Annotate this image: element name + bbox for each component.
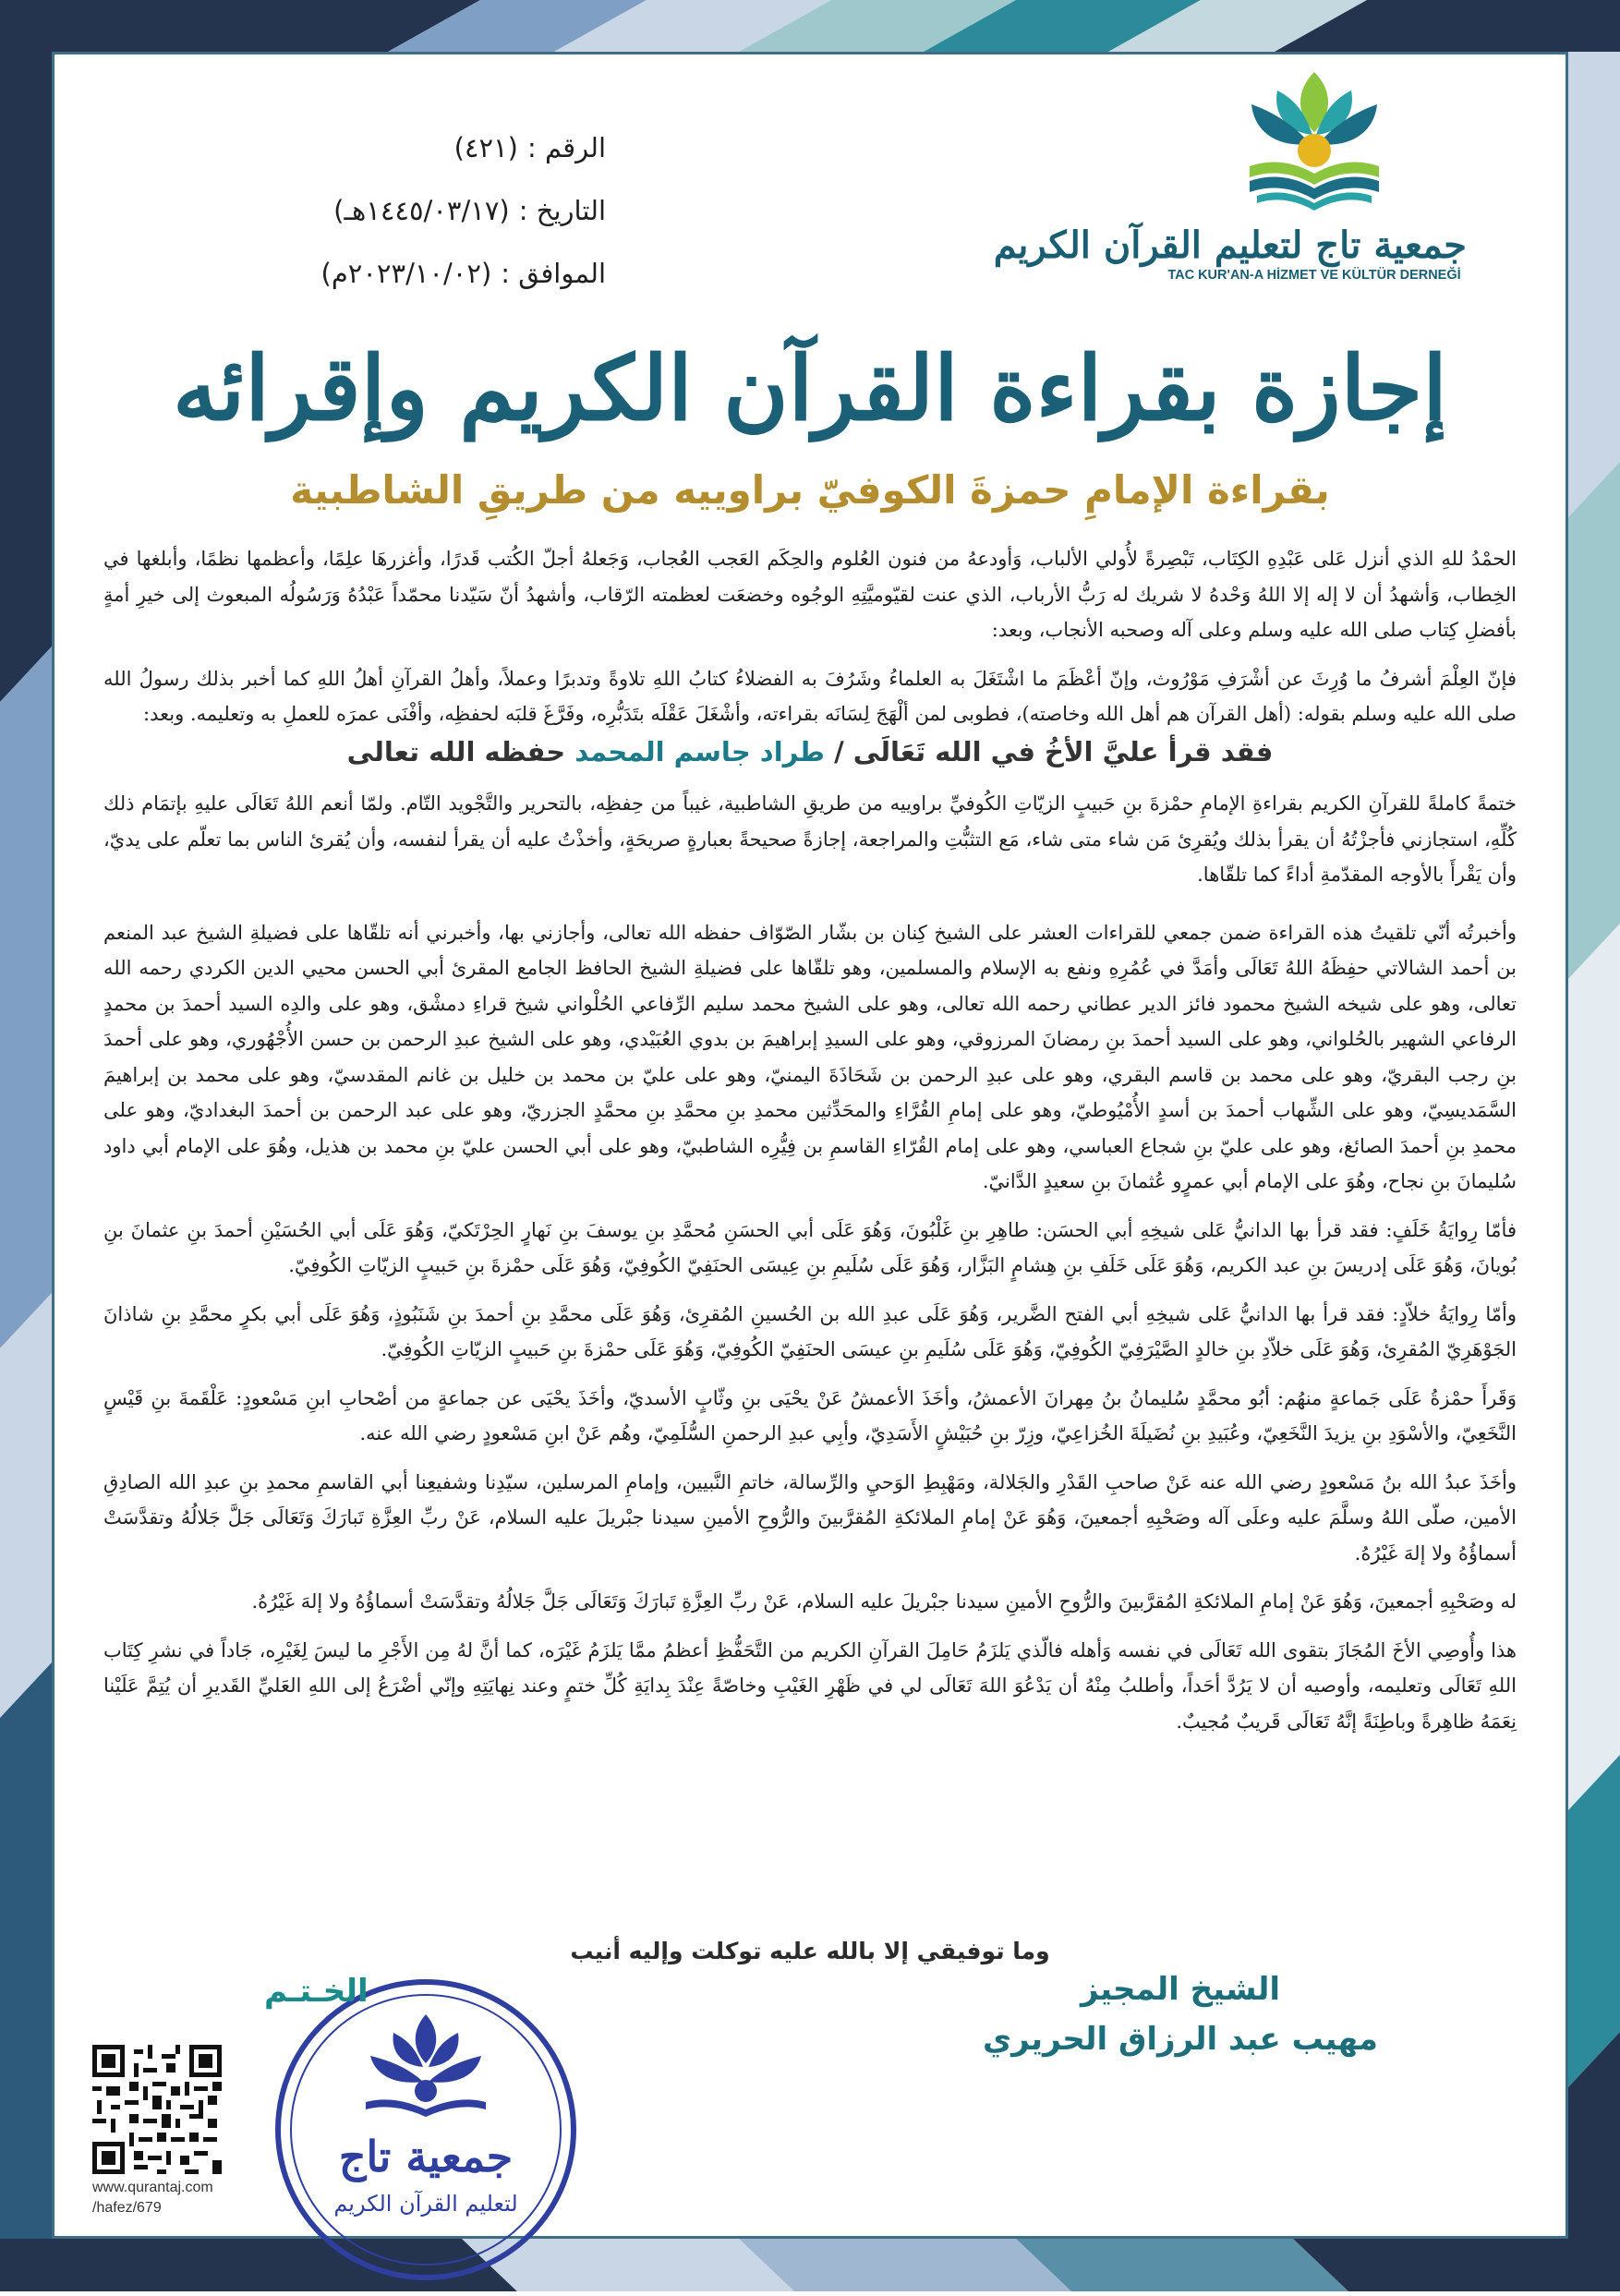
student-name: طراد جاسم المحمد bbox=[574, 735, 825, 767]
ref-date-label: التاريخ : bbox=[518, 195, 606, 226]
body-paragraph: وأخَذَ عبدُ الله بنُ مَسْعودٍ رضي الله عنه عَنْ صاحبِ القَدْرِ والجَلالة، ومَهْبِطِ الوَحيِ والرِّسالة، خاتمِ النَّبيين، وإمامِ المرسلين، سيّدِنا وشفيعِنا أبي القاسمِ محمدِ بنِ عبدِ الله الصادِقِ الأمين، صلّى اللهُ وسلَّمَ عليه وعلَى آله وصَحْبِهِ أجمعينَ، وَهُوَ عَنْ إمامِ الملائكةِ المُقرَّبينَ والرُّوحِ الأمينِ سيدنا جبْريلَ عليه السلام، عَنْ ربِّ العِزَّةِ تَبارَكَ وَتَعَالَى جَلَّ جَلالُهُ وتقدَّسَتْ أسماؤُهُ ولا إلهَ غَيْرُهُ. bbox=[103, 1470, 1517, 1565]
body-paragraph: له وصَحْبِهِ أجمعينَ، وَهُوَ عَنْ إمامِ الملائكةِ المُقرَّبينَ والرُّوحِ الأمينِ سيدنا جبْريلَ عليه السلام، عَنْ ربِّ العِزَّةِ تَبارَكَ وَتَعَالَى جَلَّ جَلالُهُ وتقدَّسَتْ أسماؤُهُ ولا إلهَ غَيْرُهُ. bbox=[251, 1590, 1517, 1613]
stamp-org-name: جمعية تاج bbox=[338, 2132, 514, 2181]
organization-name-arabic: جمعية تاج لتعليم القرآن الكريم bbox=[993, 224, 1467, 267]
certificate-title: إجازة بقراءة القرآن الكريم وإقرائه bbox=[173, 336, 1447, 441]
ref-agree-value: (٢٠٢٣/١٠/٠٢م) bbox=[320, 258, 492, 289]
certificate-page bbox=[52, 52, 1568, 2239]
ref-number-value: (٤٢١) bbox=[453, 132, 518, 163]
stamp-org-subtitle: لتعليم القرآن الكريم bbox=[333, 2191, 518, 2217]
ref-agree-row bbox=[236, 242, 606, 305]
body-paragraph: فأمّا رِوايَةُ خَلَفٍ: فقد قرأ بها الدانيُّ عَلى شيخِهِ أبي الحسَن: طاهِرِ بنِ غَلْبُونَ، وَهُوَ عَلَى أبي الحسَنِ مُحمَّدِ بنِ يوسفَ بنِ نَهارٍ الحِرْتَكيّ، وَهُوَ عَلَى أبي الحُسَيْنِ أحمدَ بنِ عثمانَ بنِ بُويانَ، وَهُوَ عَلَى إدريسَ بنِ عبد الكريم، وَهُوَ عَلَى خَلَفِ بنِ هِشامٍ البَزَّار، وَهُوَ عَلَى سُلَيمِ بنِ عِيسَى الحنَفِيّ الكُوفِيّ، وَهُوَ عَلَى حمْزةَ بنِ حَبيبٍ الزيّاتِ الكُوفِيّ. bbox=[103, 1218, 1517, 1276]
official-stamp bbox=[264, 1964, 587, 2296]
open-book-lotus-icon bbox=[1231, 63, 1397, 220]
ref-date-value: (١٤٤٥/٠٣/١٧هـ) bbox=[333, 195, 510, 226]
ref-date-row bbox=[236, 179, 606, 242]
qr-code[interactable] bbox=[92, 2045, 222, 2174]
certificate-body bbox=[103, 541, 1517, 1752]
sheikh-role: الشيخ المجيز bbox=[1081, 1971, 1280, 2008]
body-paragraph: وأخبرتُه أنّي تلقيتُ هذه القراءة ضمن جمعي للقراءات العشر على الشيخ كِنان بن بشّار الصّوّاف حفظه الله تعالى، وأجازني بها، وأخبرني أنه تلقّاها على فضيلةِ الشيخ عبد المنعم بن أحمد الشالاتي حفِظَهُ اللهُ تَعَالَى وأمَدَّ في عُمُرِهِ ونفع به الإسلام والمسلمين، وهو تلقّاها على فضيلةِ الشيخ الحافظ الجامع المقرئ أبي الحسن محيي الدين الكردي رحمه الله تعالى، وهو على شيخه الشيخ محمود فائز الدير عطاني رحمه الله تعالى، وهو على الشيخ محمد سليم الرِّفاعي الحُلْواني شيخ قراءِ دمشْق، وهو على والدِه السيد أحمدَ بن محمدٍ الرفاعي الشهير بالحُلواني، وهو على السيد أحمدَ بنِ رمضانَ المرزوقي، وهو على السيدِ إبراهيمَ بن بدوي العُبَيْدي، وهو على الشيخ عبدِ الرحمن بن حسن الأُجْهُوري، وهو على أحمدَ بنِ رجب البقريّ، وهو على محمد بن قاسم البقري، وهو على عبدِ الرحمن بن شَحَاذَةَ اليمنيّ، وهو على عليّ بن محمد بن خليل بن غانم المقدسيّ، وهو على محمد بن إبراهيمَ السَّمَديسِيّ، وهو على الشِّهاب أحمدَ بن أسدٍ الأُمْيُوطيّ، وهو على إمامِ القُرَّاءِ والمحَدِّثين محمدِ بنِ محمَّدِ بنِ محمَّدٍ الجزريّ، وهو على عبد الرحمن بن أحمدَ البغداديّ، وهو على محمدِ بنِ أحمدَ الصائغ، وهو على عليّ بنِ شجاع العباسي، وهو على إمام القُرّاءِ القاسمِ بن فِيُّرِه الشاطبيّ، وهو على أبي الحسن عليّ بنِ محمد بن هذيل، وهُوَ على الإمام أبي داود سُليمانَ بنِ نجاح، وهُوَ على الإمام أبي عمرٍو عُثمانَ بنِ سعيدٍ الدَّانيّ. bbox=[103, 921, 1517, 1192]
organization-name-turkish: TAC KUR'AN-A HİZMET VE KÜLTÜR DERNEĞİ bbox=[1167, 268, 1461, 283]
body-paragraph: الحمْدُ للهِ الذي أنزل عَلى عَبْدِهِ الكِتَاب، تَبْصِرةً لأُولي الألباب، وَأودعهُ من فنون العُلوم والحِكَم العَجب العُجاب، وَجَعلهُ أجلّ الكُتب قَدرًا، وأغزرهَا علِمًا، وأعظمها نظمًا، وأبلغها في الخِطاب، وَأشهدُ أن لا إله إلا اللهُ وَحْدهُ لا شريك له رَبُّ الأرباب، الذي عنت لقيّوميَّتِهِ الوجُوه وخضعَت لعظمته الرّقاب، وأشهدُ أنّ سَيّدنا محمّداً عَبْدُهُ وَرَسُولُه المبعوث إلى خيرِ أمةٍ بأفضلِ كِتاب صلى الله عليه وسلم وعلى آله وصحبه الأنجاب، وبعد: bbox=[103, 548, 1517, 641]
ref-number-row bbox=[236, 116, 606, 179]
sheikh-block bbox=[977, 1964, 1384, 2063]
student-prefix: فقد قرأ عليَّ الأخُ في الله تَعَالَى / bbox=[834, 735, 1274, 767]
body-paragraph: ختمةً كاملةً للقرآنِ الكريم بقراءةِ الإمامِ حمْزةَ بنِ حَبيبٍ الزيّاتِ الكُوفيِّ براوييه من طريقِ الشاطبية، غيباً من حِفظِه، بالتحرير والتَّجْويد التّام. ولمّا أنعم اللهُ تَعَالَى عليهِ بإتمَام ذلك كُلِّهِ، استجازني فأجزْتُهُ أن يقرأ بذلك ويُقرِئ مَن شاء متى شاء، مَع التثبُّتِ والمراجعة، إجازةً صحيحةً بعبارةٍ صريحَةٍ، وأخذْتُ عليه أن يقرأ لنفسه، وأن يُقرئ الناس بما تعلّم على يديّ، وأن يَقْرأَ بالأوجه المقدّمةِ أداءً كما تلقّاها. bbox=[103, 792, 1517, 886]
body-paragraph: وَقَرأَ حمْزةُ عَلَى جَماعةٍ منهُم: أبُو محمَّدٍ سُليمانُ بنُ مِهرانَ الأعمشُ، وأخَذَ الأعمشُ عَنْ يحْيَى بنِ وثّابٍ الأسديّ، وأخَذَ يحْيَى عن جماعةٍ من أصْحابِ ابنِ مَسْعودٍ: عَلْقَمةَ بنِ قَيْسٍ النَّخَعِيّ، والأسْوَدِ بنِ يزيدَ النَّخَعِيّ، وعُبَيدِ بنِ نُضَيلَةَ الخُزاعِيّ، وزِرّ بنِ حُبَيْشٍ الأَسَدِيّ، وأبِي عبدِ الرحمنِ السُّلَمِيّ، وهُم عَنْ ابنِ مَسْعودٍ رضي الله عنه. bbox=[103, 1386, 1517, 1444]
website-path: /hafez/679 bbox=[92, 2200, 162, 2216]
ref-number-label: الرقم : bbox=[526, 132, 606, 163]
closing-line: وما توفيقي إلا بالله عليه توكلت وإليه أنيب bbox=[570, 1938, 1050, 1964]
student-suffix: حفظه الله تعالى bbox=[346, 735, 566, 767]
certificate-subtitle: بقراءة الإمامِ حمزةَ الكوفيّ براوييه من طريقِ الشاطبية bbox=[290, 467, 1330, 513]
website-url[interactable]: www.qurantaj.com bbox=[92, 2180, 213, 2195]
body-paragraph: فإنّ العِلْمَ أشرفُ ما وُرِثَ عن أشْرَفِ مَوْرُوث، وإنّ أعْظَمَ ما اشْتَغَلَ به العلماءُ وشَرُفَ به الفضلاءُ كتابُ اللهِ تلاوةً وتدبرًا وعملاً، وأهلُ القرآنِ أهلُ اللهِ كما أخبر بذلك رسولُ الله صلى الله عليه وسلم بقوله: (أهل القرآن هم أهل الله وخاصته)، فطوبى لمن ألْهَجَ لِسَانَه بقراءته، وأشْغَلَ عَقْلَه بتَدَبُّرِه، وفَرَّغَ قلبَه لحفظِه، وأفْنَى عمرَه للعملِ به وتعليمه. وبعد: bbox=[103, 667, 1517, 725]
website-footer bbox=[92, 2178, 213, 2218]
organization-logo bbox=[993, 63, 1467, 331]
reference-block bbox=[236, 116, 606, 305]
body-paragraph: وأمّا رِوايَةُ خلاّدٍ: فقد قرأ بها الدانيُّ عَلى شيخِهِ أبي الفتح الضَّرير، وَهُوَ عَلَى عبدِ الله بن الحُسينِ المُقرِئ، وَهُوَ عَلَى محمَّدِ بنِ أحمدَ بنِ شَنَبُوذٍ، وَهُوَ عَلَى أبي بكرٍ محمَّدِ بنِ شاذانَ الجَوْهَرِيّ المُقرِئ، وَهُوَ عَلَى خلاّدِ بنِ خالدٍ الصَّيْرَفِيّ الكُوفِيّ، وَهُوَ عَلَى سُلَيمِ بنِ عيسَى الحنَفِيّ الكُوفِيّ، وَهُوَ عَلَى حمْزةَ بنِ حَبيبٍ الزيّاتِ الكُوفِيّ. bbox=[103, 1302, 1517, 1360]
student-line bbox=[103, 734, 1517, 770]
body-paragraph: هذا وأُوصِي الأخَ المُجَازَ بتقوى الله تَعَالَى في نفسه وَأهله فالّذي يَلزَمُ حَامِلَ القرآنِ الكريم من التَّحَفُّظِ أعظمُ ممَّا يَلزَمُ غَيْرَه، كما أنَّ لهُ مِن الأَجْرِ ما ليسَ لِغَيْرِه، جَاداً في نشرِ كِتَاب اللهِ تَعَالَى وتعليمه، وأوصيه أن لا يَرُدَّ أحَداً، وأطلبُ مِنْهُ أن يَدْعُوَ اللهَ تَعَالَى لي في ظَهْرِ الغَيْبِ وخاصّةً عِنْدَ بِدايَةِ كُلِّ ختمٍ وعند نِهايَتِهِ وإنّي أضْرَعُ إلى اللهِ العَليِّ القَديرِ أن يُتِمَّ عَلَيْنا نِعَمَهُ ظاهِرةً وباطِنَةً إنَّهُ تَعَالَى قَريبٌ مُجيبٌ. bbox=[103, 1638, 1517, 1733]
stamp-label: الخـتـم bbox=[264, 1973, 369, 2010]
ref-agree-label: الموافق : bbox=[501, 258, 606, 289]
sheikh-name: مهيب عبد الرزاق الحريري bbox=[983, 2021, 1378, 2058]
